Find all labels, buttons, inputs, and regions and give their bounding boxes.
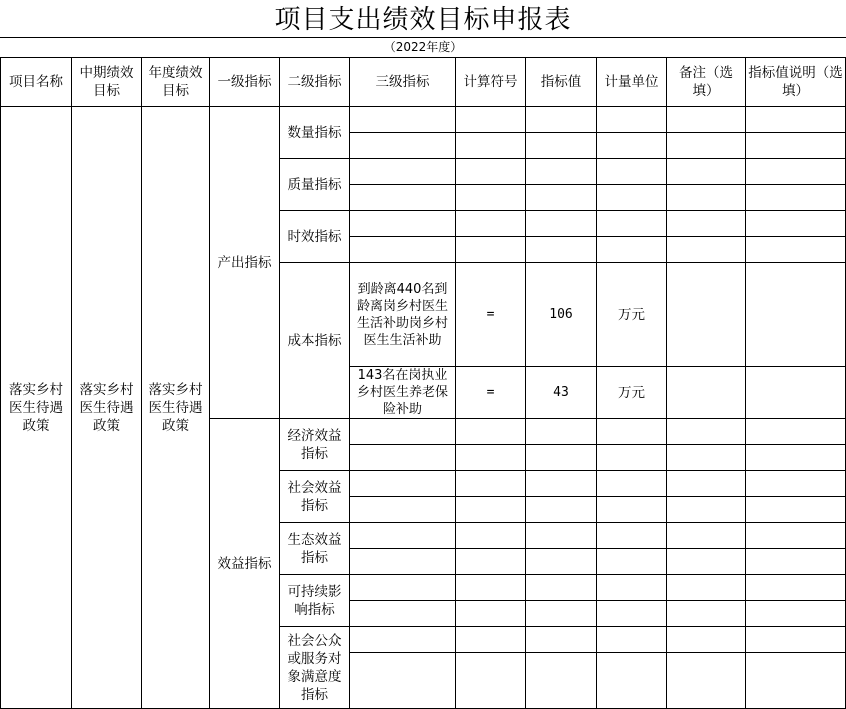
empty-cell xyxy=(350,133,456,159)
empty-cell xyxy=(597,627,667,653)
header-value: 指标值 xyxy=(526,58,597,107)
empty-cell xyxy=(350,211,456,237)
empty-cell xyxy=(746,549,846,575)
empty-cell xyxy=(526,549,597,575)
empty-cell xyxy=(597,471,667,497)
page-title: 项目支出绩效目标申报表 xyxy=(274,5,572,35)
cost-item-2-value: 43 xyxy=(526,367,597,419)
empty-cell xyxy=(667,237,746,263)
empty-cell xyxy=(526,497,597,523)
empty-cell xyxy=(746,159,846,185)
empty-cell xyxy=(667,497,746,523)
empty-cell xyxy=(526,159,597,185)
empty-cell xyxy=(597,601,667,627)
level2-quality-cell: 质量指标 xyxy=(280,159,350,211)
empty-cell xyxy=(667,471,746,497)
empty-cell xyxy=(746,211,846,237)
empty-cell xyxy=(597,497,667,523)
empty-cell xyxy=(456,159,526,185)
empty-cell xyxy=(350,419,456,445)
table-row xyxy=(1,107,846,133)
empty-cell xyxy=(526,419,597,445)
header-value-note: 指标值说明（选填） xyxy=(746,58,846,107)
empty-cell xyxy=(667,263,746,367)
empty-cell xyxy=(350,471,456,497)
level2-ecological-cell: 生态效益指标 xyxy=(280,523,350,575)
empty-cell xyxy=(746,445,846,471)
empty-cell xyxy=(350,653,456,709)
empty-cell xyxy=(456,419,526,445)
level2-cost-cell: 成本指标 xyxy=(280,263,350,419)
header-level2: 二级指标 xyxy=(280,58,350,107)
empty-cell xyxy=(456,497,526,523)
header-row xyxy=(1,58,846,107)
empty-cell xyxy=(456,107,526,133)
empty-cell xyxy=(456,575,526,601)
empty-cell xyxy=(456,471,526,497)
empty-cell xyxy=(597,575,667,601)
empty-cell xyxy=(597,237,667,263)
empty-cell xyxy=(526,185,597,211)
empty-cell xyxy=(456,523,526,549)
empty-cell xyxy=(746,471,846,497)
header-level3: 三级指标 xyxy=(350,58,456,107)
page-subtitle: （2022年度） xyxy=(383,40,463,54)
empty-cell xyxy=(667,211,746,237)
empty-cell xyxy=(526,107,597,133)
empty-cell xyxy=(667,419,746,445)
empty-cell xyxy=(667,653,746,709)
level2-timeliness-cell: 时效指标 xyxy=(280,211,350,263)
empty-cell xyxy=(350,185,456,211)
header-unit: 计量单位 xyxy=(597,58,667,107)
cost-item-1-value: 106 xyxy=(526,263,597,367)
empty-cell xyxy=(350,107,456,133)
midterm-goal-cell: 落实乡村医生待遇政策 xyxy=(72,107,142,709)
empty-cell xyxy=(350,549,456,575)
empty-cell xyxy=(667,627,746,653)
empty-cell xyxy=(526,601,597,627)
empty-cell xyxy=(667,601,746,627)
empty-cell xyxy=(526,653,597,709)
empty-cell xyxy=(456,133,526,159)
empty-cell xyxy=(526,133,597,159)
empty-cell xyxy=(746,419,846,445)
header-level1: 一级指标 xyxy=(210,58,280,107)
empty-cell xyxy=(526,445,597,471)
project-name-cell: 落实乡村医生待遇政策 xyxy=(1,107,72,709)
empty-cell xyxy=(456,185,526,211)
cost-item-2-operator: = xyxy=(456,367,526,419)
cost-item-2-unit: 万元 xyxy=(597,367,667,419)
empty-cell xyxy=(746,185,846,211)
empty-cell xyxy=(746,367,846,419)
empty-cell xyxy=(456,211,526,237)
level1-output-cell: 产出指标 xyxy=(210,107,280,419)
empty-cell xyxy=(746,575,846,601)
empty-cell xyxy=(667,445,746,471)
empty-cell xyxy=(746,523,846,549)
header-operator: 计算符号 xyxy=(456,58,526,107)
empty-cell xyxy=(350,497,456,523)
header-annual-goal: 年度绩效目标 xyxy=(142,58,210,107)
indicator-table xyxy=(0,57,846,709)
empty-cell xyxy=(746,601,846,627)
level2-social-cell: 社会效益指标 xyxy=(280,471,350,523)
empty-cell xyxy=(667,159,746,185)
empty-cell xyxy=(597,133,667,159)
empty-cell xyxy=(456,601,526,627)
cost-item-1-operator: = xyxy=(456,263,526,367)
empty-cell xyxy=(746,237,846,263)
empty-cell xyxy=(350,523,456,549)
empty-cell xyxy=(667,107,746,133)
level2-economic-cell: 经济效益指标 xyxy=(280,419,350,471)
empty-cell xyxy=(597,419,667,445)
empty-cell xyxy=(350,601,456,627)
empty-cell xyxy=(667,185,746,211)
level2-quantity-cell: 数量指标 xyxy=(280,107,350,159)
empty-cell xyxy=(456,445,526,471)
empty-cell xyxy=(597,107,667,133)
empty-cell xyxy=(597,185,667,211)
level1-benefit-cell: 效益指标 xyxy=(210,419,280,709)
header-remark: 备注（选填） xyxy=(667,58,746,107)
empty-cell xyxy=(746,627,846,653)
empty-cell xyxy=(456,237,526,263)
empty-cell xyxy=(597,159,667,185)
empty-cell xyxy=(350,575,456,601)
empty-cell xyxy=(597,653,667,709)
empty-cell xyxy=(746,263,846,367)
cost-item-1-level3: 到龄离440名到龄离岗乡村医生生活补助岗乡村医生生活补助 xyxy=(350,263,456,367)
empty-cell xyxy=(746,107,846,133)
empty-cell xyxy=(667,523,746,549)
empty-cell xyxy=(456,627,526,653)
header-project-name: 项目名称 xyxy=(1,58,72,107)
level2-sustainable-cell: 可持续影响指标 xyxy=(280,575,350,627)
empty-cell xyxy=(746,133,846,159)
level2-satisfaction-cell: 社会公众或服务对象满意度指标 xyxy=(280,627,350,709)
empty-cell xyxy=(526,471,597,497)
empty-cell xyxy=(456,653,526,709)
empty-cell xyxy=(350,159,456,185)
empty-cell xyxy=(597,549,667,575)
empty-cell xyxy=(526,575,597,601)
empty-cell xyxy=(746,653,846,709)
empty-cell xyxy=(350,445,456,471)
cost-item-2-level3: 143名在岗执业乡村医生养老保险补助 xyxy=(350,367,456,419)
empty-cell xyxy=(526,627,597,653)
empty-cell xyxy=(667,575,746,601)
empty-cell xyxy=(597,211,667,237)
empty-cell xyxy=(526,237,597,263)
empty-cell xyxy=(526,211,597,237)
empty-cell xyxy=(667,133,746,159)
empty-cell xyxy=(746,497,846,523)
annual-goal-cell: 落实乡村医生待遇政策 xyxy=(142,107,210,709)
empty-cell xyxy=(350,237,456,263)
empty-cell xyxy=(597,523,667,549)
empty-cell xyxy=(456,549,526,575)
empty-cell xyxy=(597,445,667,471)
header-midterm-goal: 中期绩效目标 xyxy=(72,58,142,107)
empty-cell xyxy=(526,523,597,549)
empty-cell xyxy=(667,549,746,575)
cost-item-1-unit: 万元 xyxy=(597,263,667,367)
empty-cell xyxy=(350,627,456,653)
empty-cell xyxy=(667,367,746,419)
